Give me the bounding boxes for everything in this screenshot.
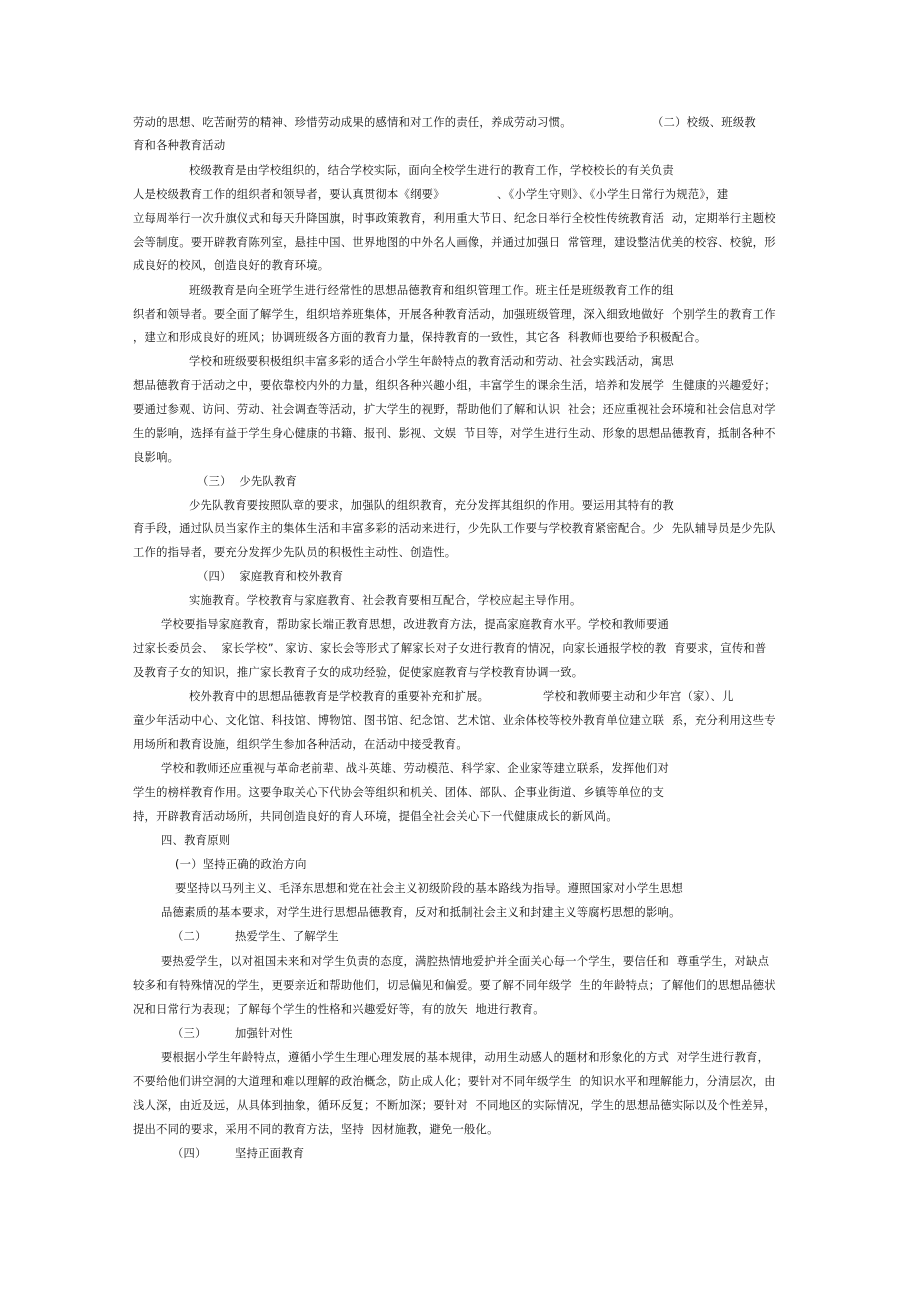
text-line: 立每周举行一次升旗仪式和每天升降国旗，时事政策教育，利用重大节日、纪念日举行全校性传统教育活 动，定期举行主题校 [133,212,776,225]
text-line: 少先队教育要按照队章的要求，加强队的组织教育，充分发挥其组织的作用。要运用其特有的教 [189,499,674,512]
text-line: 校外教育中的思想品德教育是学校教育的重要补充和扩展。 [189,690,490,703]
text-line: 学校和班级要积极组织丰富多彩的适合小学生年龄特点的教育活动和劳动、社会实践活动，寓思 [189,355,674,368]
text-line: 较多和有特殊情况的学生，更要亲近和帮助他们，切忌偏见和偏爱。要了解不同年级学 生的年龄特点；了解他们的思想品德状 [133,979,776,992]
section-heading: 四、教育原则 [161,834,231,847]
text-line: 学生的榜样教育作用。这要争取关心下代协会等组织和机关、团体、部队、企事业街道、乡镇等单位的支 [133,786,665,799]
text-line: 成良好的校风，创造良好的教育环境。 [133,259,330,272]
section-heading: （二）校级、班级教 [652,116,756,129]
section-heading: （四） 家庭教育和校外教育 [197,570,344,583]
text-line: 要根据小学生年龄特点，遵循小学生生理心理发展的基本规律，动用生动感人的题材和形象化的方式 对学生进行教育， [161,1051,770,1064]
text-line: 会等制度。要开辟教育陈列室，悬挂中国、世界地图的中外名人画像，并通过加强日 常管理，建设整洁优美的校容、校貌，形 [133,236,776,249]
section-number: （三） [172,1027,207,1040]
text-line: 及教育子女的知识，推广家长教育子女的成功经验，促使家庭教育与学校教育协调一致。 [133,666,584,679]
text-line: 人是校级教育工作的组织者和领导者，要认真贯彻本《纲要》 [133,188,445,201]
text-line: 实施教育。学校教育与家庭教育、社会教育要相互配合，学校应起主导作用。 [189,594,582,607]
text-line: 用场所和教育设施，组织学生参加各种活动，在活动中接受教育。 [133,738,468,751]
text-line: 过家长委员会、 家长学校”、家访、家长会等形式了解家长对子女进行教育的情况，向家长通报学校的教 育要求，宣传和普 [133,642,767,655]
text-line: 况和日常行为表现；了解每个学生的性格和兴趣爱好等，有的放矢 地进行教育。 [133,1003,545,1016]
text-line: 童少年活动中心、文化馆、科技馆、博物馆、图书馆、纪念馆、艺术馆、业余体校等校外教育单位建立联 系，充分利用这些专 [133,714,776,727]
text-line: 想品德教育于活动之中，要依靠校内外的力量，组织各种兴趣小组，丰富学生的课余生活，培养和发展学 生健康的兴趣爱好； [133,379,776,392]
text-line: 不要给他们讲空洞的大道理和难以理解的政治概念，防止成人化；要针对不同年级学生 的知识水平和理解能力，分清层次，由 [133,1075,776,1088]
section-heading: 坚持正面教育 [235,1147,305,1160]
text-line: 学校和教师要主动和少年宫（家）、儿 [543,690,734,703]
section-number: （四） [172,1147,207,1160]
text-line: 要坚持以马列主义、毛泽东思想和党在社会主义初级阶段的基本路线为指导。遵照国家对小学生思想 [175,882,684,895]
text-line: 生的影响，选择有益于学生身心健康的书籍、报刊、影视、文娱 节目等，对学生进行生动、形象的思想品德教育，抵制各种不 [133,427,776,440]
section-heading: 育和各种教育活动 [133,139,226,152]
text-line: 育手段，通过队员当家作主的集体生活和丰富多彩的活动来进行，少先队工作要与学校教育紧密配合。少 先队辅导员是少先队 [133,522,776,535]
text-line: 要通过参观、访问、劳动、社会调查等活动，扩大学生的视野，帮助他们了解和认识 社会；还应重视社会环境和社会信息对学 [133,403,776,416]
section-heading: 热爱学生、了解学生 [235,930,339,943]
section-heading: (一）坚持正确的政治方向 [175,858,307,871]
text-line: 学校和教师还应重视与革命老前辈、战斗英雄、劳动模范、科学家、企业家等建立联系，发挥他们对 [161,762,670,775]
text-line: 织者和领导者。要全面了解学生，组织培养班集体，开展各种教育活动，加强班级管理，深入细致地做好 个别学生的教育工作 [133,308,776,321]
text-line: 提出不同的要求，采用不同的教育方法，坚持 因材施教，避免一般化。 [133,1123,499,1136]
text-line: 良影响。 [133,451,180,464]
text-line: 劳动的思想、吃苦耐劳的精神、珍惜劳动成果的感情和对工作的责任，养成劳动习惯。 [133,116,572,129]
text-line: 班级教育是向全班学生进行经常性的思想品德教育和组织管理工作。班主任是班级教育工作的组 [189,284,674,297]
text-line: 、《小学生守则》、《小学生日常行为规范》，建 [497,188,729,201]
text-line: 校级教育是由学校组织的，结合学校实际，面向全校学生进行的教育工作，学校校长的有关负责 [189,164,674,177]
section-heading: （三） 少先队教育 [197,475,298,488]
text-line: 浅人深，由近及远，从具体到抽象，循环反复；不断加深；要针对 不同地区的实际情况，学生的思想品德实际以及个性差异， [133,1099,776,1112]
text-line: 学校要指导家庭教育，帮助家长端正教育思想，改进教育方法，提高家庭教育水平。学校和教师要通 [161,618,670,631]
text-line: 持，开辟教育活动场所，共同创造良好的育人环境，提倡全社会关心下一代健康成长的新风尚。 [133,810,618,823]
text-line: 工作的指导者，要充分发挥少先队员的积极性主动性、创造性。 [133,546,457,559]
text-line: 品德素质的基本要求，对学生进行思想品德教育，反对和抵制社会主义和封建主义等腐朽思想的影响。 [161,906,681,919]
section-number: （二） [172,930,207,943]
text-line: 要热爱学生，以对祖国未来和对学生负责的态度，满腔热情地爱护并全面关心每一个学生，要信任和 尊重学生，对缺点 [161,955,770,968]
section-heading: 加强针对性 [235,1027,293,1040]
text-line: ，建立和形成良好的班风；协调班级各方面的教育力量，保持教育的一致性，其它各 科教师也要给予积极配合。 [133,331,707,344]
